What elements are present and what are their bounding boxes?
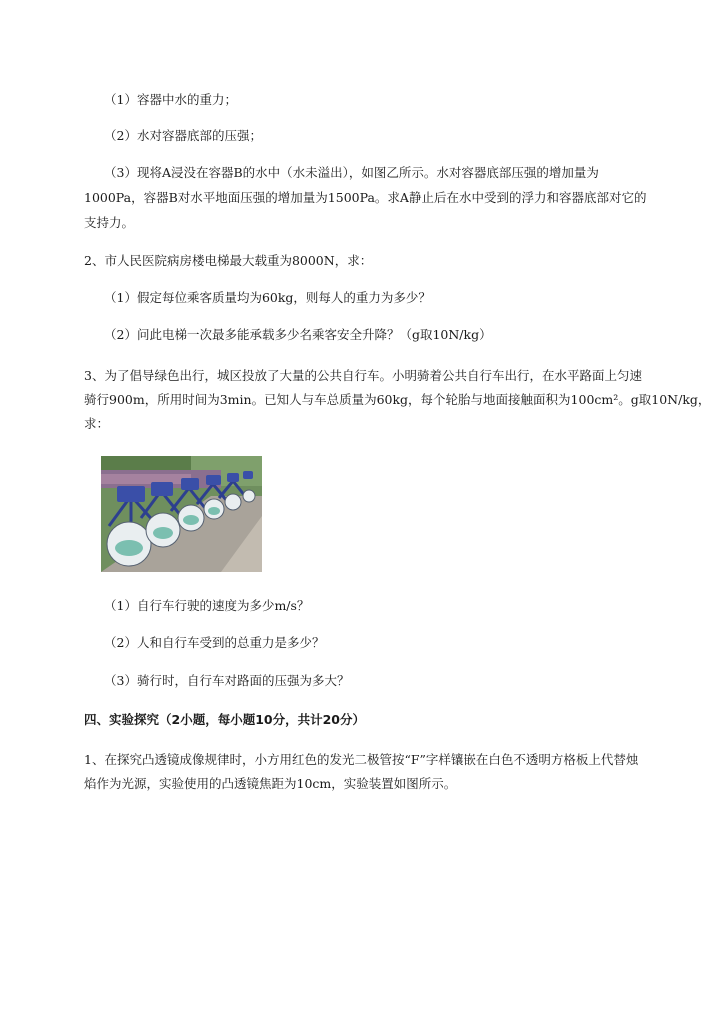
bicycle-photo	[101, 456, 262, 572]
question-2-stem: 2、市人民医院病房楼电梯最大载重为8000N，求：	[84, 253, 373, 268]
question-2-sub1: （1）假定每位乘客质量均为60kg，则每人的重力为多少？	[104, 290, 431, 305]
question-prev-sub1: （1）容器中水的重力；	[104, 92, 237, 107]
question-2-sub2: （2）问此电梯一次最多能承载多少名乘客安全升降？（g取10N/kg）	[104, 327, 492, 342]
question-3-stem-line1: 3、为了倡导绿色出行，城区投放了大量的公共自行车。小明骑着公共自行车出行，在水平路面上匀速	[84, 368, 642, 383]
question-3-stem-line2: 骑行900m，所用时间为3min。已知人与车总质量为60kg，每个轮胎与地面接触面积为100cm²。g取10N/kg，	[84, 392, 711, 407]
question-prev-sub2: （2）水对容器底部的压强；	[104, 128, 262, 143]
question-3-sub2: （2）人和自行车受到的总重力是多少？	[104, 635, 325, 650]
section-4-question-1-line2: 焰作为光源，实验使用的凸透镜焦距为10cm，实验装置如图所示。	[84, 776, 457, 791]
question-prev-sub3-line2: 1000Pa，容器B对水平地面压强的增加量为1500Pa。求A静止后在水中受到的浮力和容器底部对它的	[84, 190, 647, 205]
question-3-stem-line3: 求：	[84, 416, 110, 431]
question-3-sub3: （3）骑行时，自行车对路面的压强为多大？	[104, 673, 350, 688]
question-3-sub1: （1）自行车行驶的速度为多少m/s？	[104, 598, 310, 613]
section-4-heading: 四、实验探究（2小题，每小题10分，共计20分）	[84, 712, 365, 727]
question-prev-sub3-line1: （3）现将A浸没在容器B的水中（水未溢出），如图乙所示。水对容器底部压强的增加量为	[104, 165, 599, 180]
section-4-question-1-line1: 1、在探究凸透镜成像规律时，小方用红色的发光二极管按“F”字样镶嵌在白色不透明方格板上代替烛	[84, 752, 639, 767]
question-prev-sub3-line3: 支持力。	[84, 215, 135, 230]
